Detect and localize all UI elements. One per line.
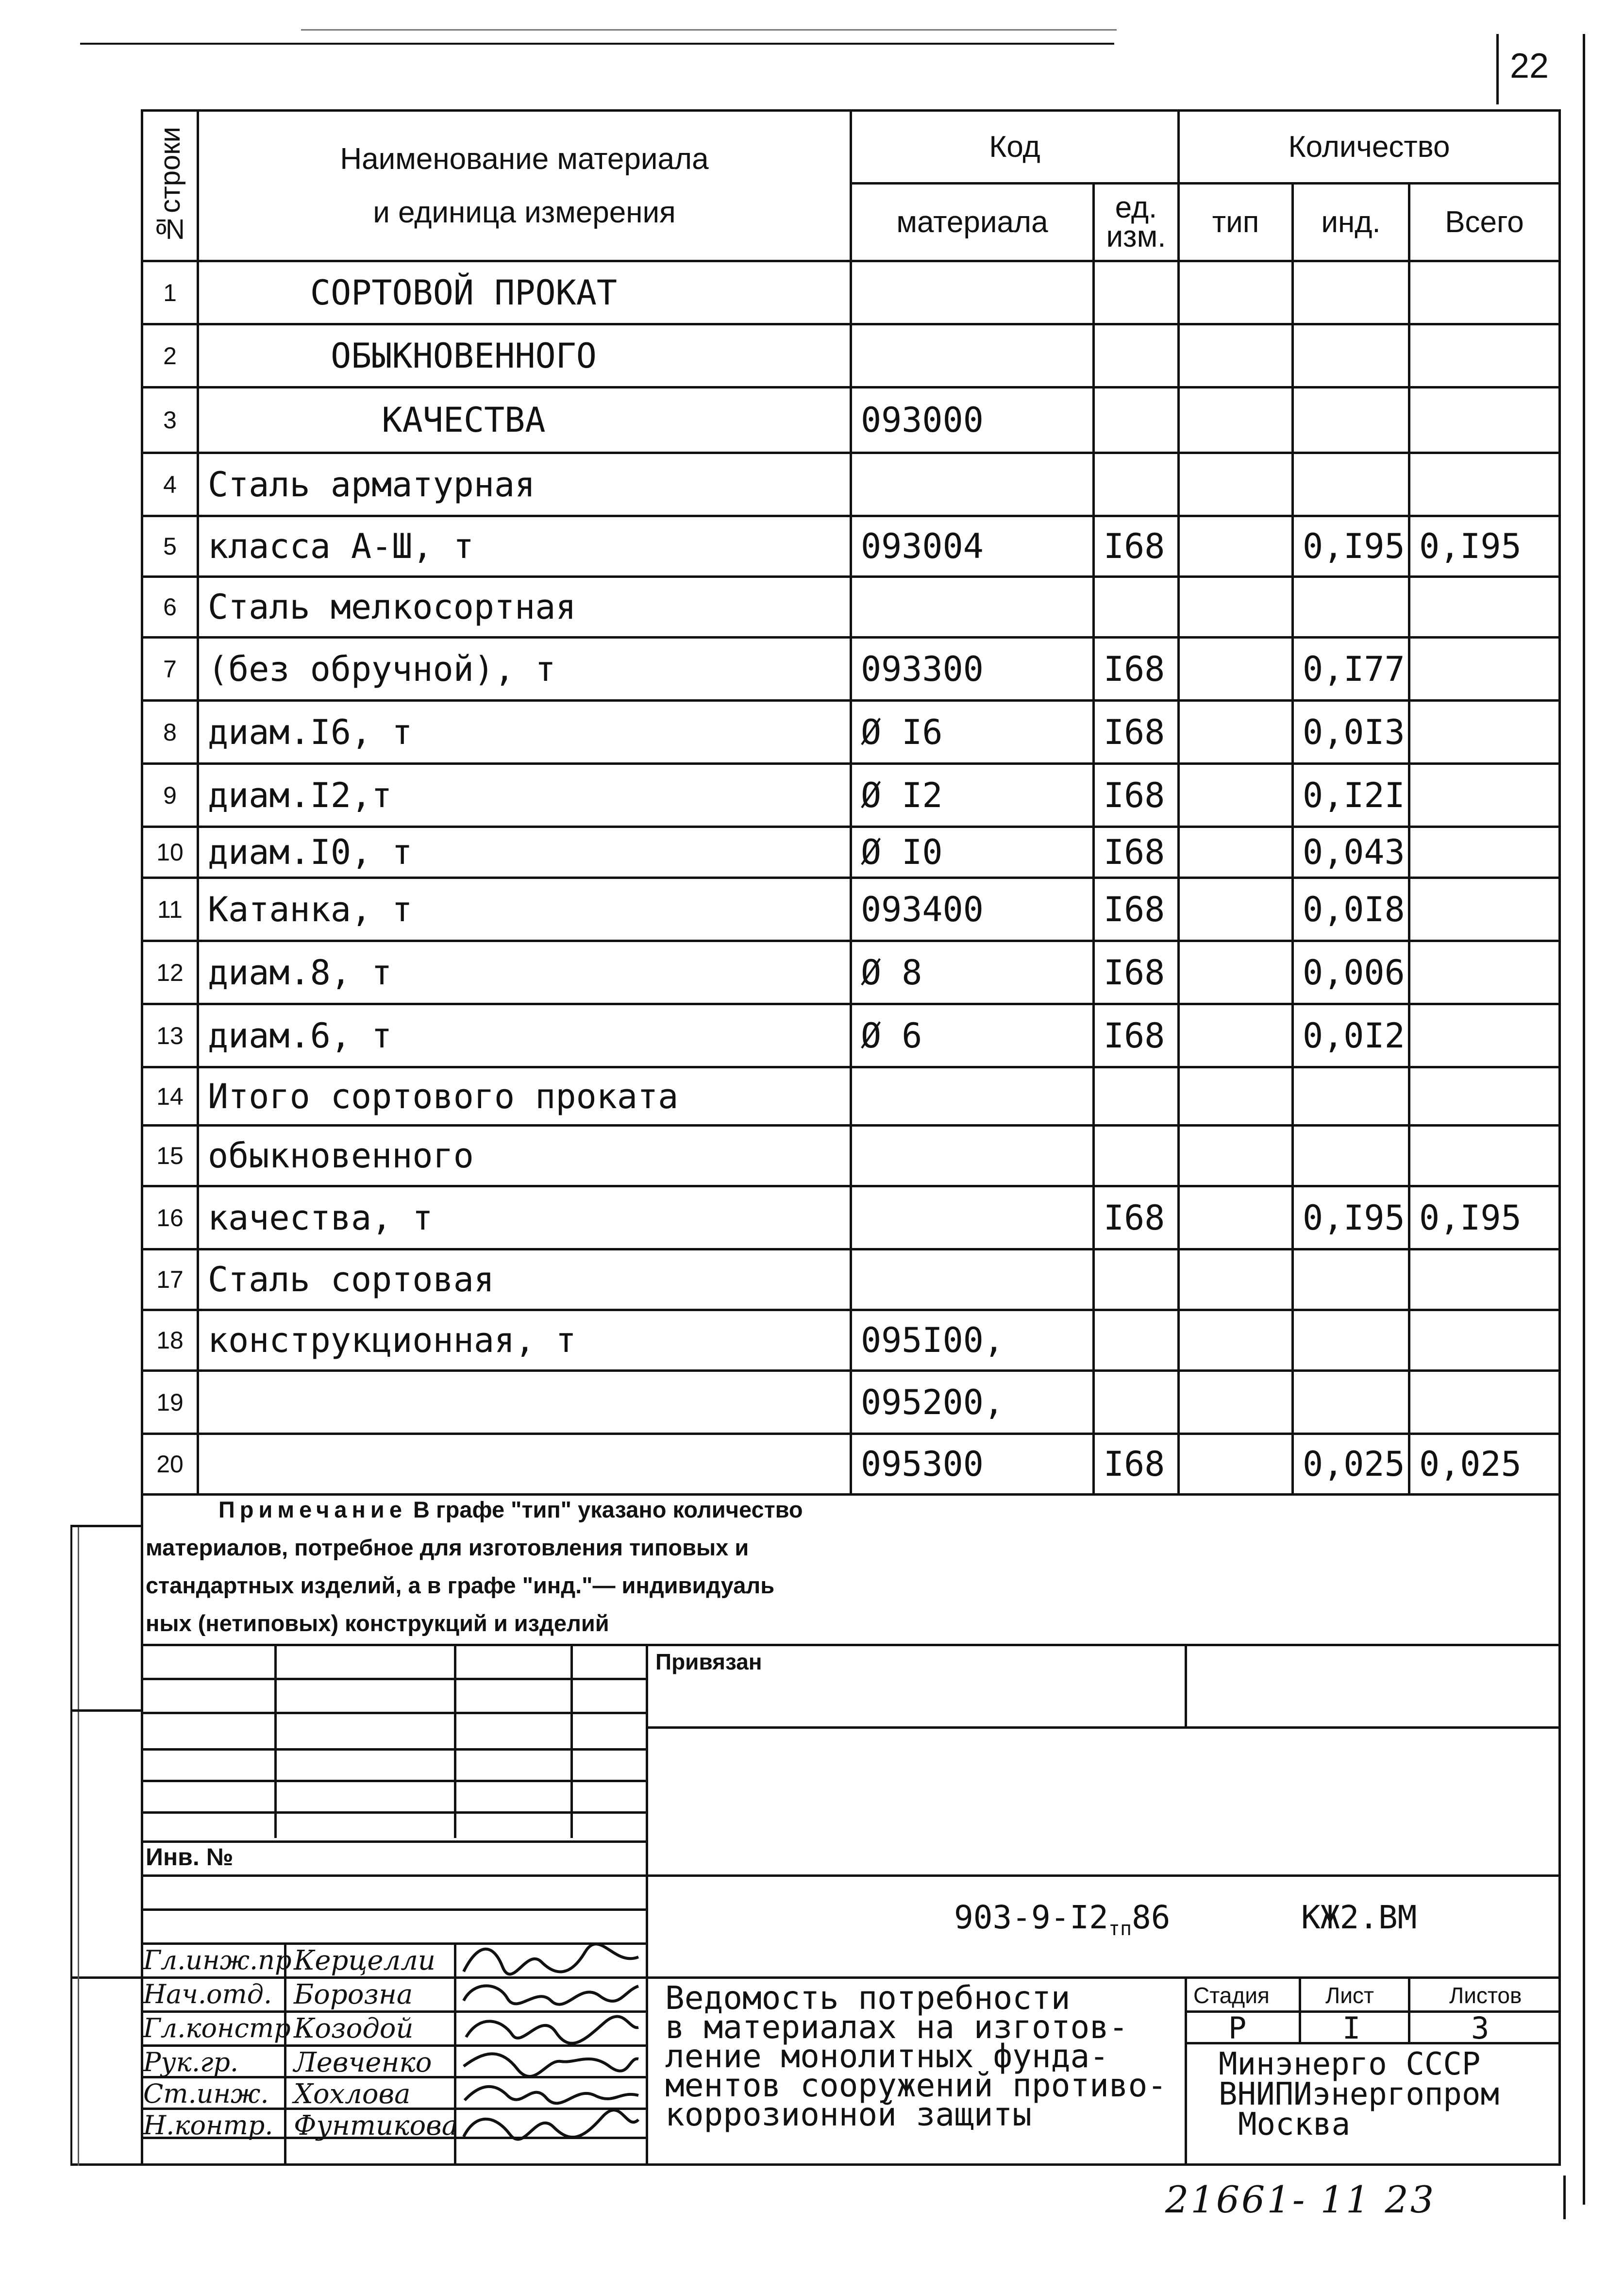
row-code: Ø I2 (851, 764, 1094, 827)
row-unit: I68 (1094, 1004, 1179, 1067)
sheets-value: 3 (1471, 2010, 1490, 2046)
row-type (1179, 701, 1293, 764)
row-type (1179, 1186, 1293, 1249)
row-type (1179, 941, 1293, 1004)
header-qty-total: Всего (1409, 184, 1560, 261)
signer-name: Борозна (294, 1979, 413, 2010)
doc-code-sub: тп (1108, 1918, 1132, 1940)
row-code (851, 1126, 1094, 1186)
row-code: Ø I0 (851, 827, 1094, 878)
row-type (1179, 1249, 1293, 1310)
row-name: Итого сортового проката (198, 1067, 851, 1126)
note-lead: Примечание (218, 1497, 407, 1522)
signer-role: Гл.инж.пр (143, 1945, 292, 1975)
row-total (1409, 261, 1560, 324)
org-line-3: Москва (1238, 2107, 1351, 2142)
row-total (1409, 701, 1560, 764)
row-number: 5 (142, 516, 198, 577)
privyazan-label: Привязан (655, 1649, 762, 1674)
organization (1219, 2046, 1499, 2142)
row-code: 095200, (851, 1371, 1094, 1434)
doc-code (954, 1899, 1171, 1940)
row-type (1179, 1310, 1293, 1371)
grid-r5 (1185, 1976, 1187, 2166)
signer-role: Гл.констр (143, 2013, 291, 2043)
row-total: 0,I95 (1409, 516, 1560, 577)
doc-code-year: 86 (1132, 1899, 1171, 1936)
row-total (1409, 388, 1560, 453)
row-unit (1094, 1126, 1179, 1186)
row-type (1179, 577, 1293, 638)
row-ind (1293, 388, 1409, 453)
top-rule (80, 43, 1114, 45)
row-name: (без обручной), т (198, 638, 851, 701)
row-code (851, 1186, 1094, 1249)
row-unit: I68 (1094, 878, 1179, 941)
row-ind (1293, 1067, 1409, 1126)
signer-role: Ст.инж. (143, 2078, 269, 2109)
row-unit (1094, 453, 1179, 516)
left-margin-tick-2 (70, 1709, 143, 1712)
grid-h4 (141, 1780, 648, 1782)
row-ind: 0,0I3 (1293, 701, 1409, 764)
footer-handwritten-number: 21661- 11 23 (1165, 2178, 1436, 2221)
row-total (1409, 1249, 1560, 1310)
row-name: Сталь сортовая (198, 1249, 851, 1310)
row-total (1409, 1126, 1560, 1186)
table-row (142, 388, 1560, 453)
row-total (1409, 1004, 1560, 1067)
row-name: Сталь мелкосортная (198, 577, 851, 638)
note-text-1: В графе "тип" указано количество (413, 1497, 803, 1522)
row-code: 093000 (851, 388, 1094, 453)
row-type (1179, 638, 1293, 701)
grid-r3 (646, 1874, 1561, 1877)
row-number: 20 (142, 1434, 198, 1495)
row-number: 6 (142, 577, 198, 638)
row-type (1179, 878, 1293, 941)
table-row (142, 516, 1560, 577)
sheet-title (665, 1979, 1167, 2133)
table-row (142, 453, 1560, 516)
grid-h3 (141, 1748, 648, 1751)
table-row (142, 1249, 1560, 1310)
row-total (1409, 941, 1560, 1004)
grid-h2 (141, 1712, 648, 1714)
row-number: 4 (142, 453, 198, 516)
row-ind: 0,I77 (1293, 638, 1409, 701)
row-total (1409, 878, 1560, 941)
row-number: 3 (142, 388, 198, 453)
table-row (142, 1371, 1560, 1434)
doc-code-main: 903-9-I2 (954, 1899, 1108, 1936)
table-row (142, 261, 1560, 324)
row-unit (1094, 1249, 1179, 1310)
row-ind: 0,I95 (1293, 1186, 1409, 1249)
table-row (142, 827, 1560, 878)
note-line-1 (146, 1491, 971, 1529)
note-line-4: ных (нетиповых) конструкций и изделий (146, 1610, 609, 1636)
row-type (1179, 388, 1293, 453)
row-name: диам.I2,т (198, 764, 851, 827)
row-type (1179, 1126, 1293, 1186)
row-unit (1094, 261, 1179, 324)
row-ind (1293, 1249, 1409, 1310)
table-row (142, 1186, 1560, 1249)
grid-v2 (454, 1644, 456, 1838)
signer-role: Н.контр. (143, 2110, 273, 2141)
row-total (1409, 1310, 1560, 1371)
grid-r2 (1185, 1644, 1187, 1729)
row-unit (1094, 1067, 1179, 1126)
signer-role: Нач.отд. (143, 1979, 272, 2009)
top-rule-faint (301, 29, 1117, 31)
row-type (1179, 827, 1293, 878)
row-type (1179, 1004, 1293, 1067)
row-type (1179, 261, 1293, 324)
row-ind (1293, 261, 1409, 324)
materials-table (141, 109, 1561, 1496)
row-name: обыкновенного (198, 1126, 851, 1186)
row-type (1179, 324, 1293, 388)
row-unit (1094, 1310, 1179, 1371)
row-unit (1094, 388, 1179, 453)
header-name-label: Наименование материала и единица измерения (340, 142, 709, 229)
grid-v3 (570, 1644, 573, 1838)
row-unit: I68 (1094, 1434, 1179, 1495)
row-code (851, 324, 1094, 388)
header-row-number (142, 111, 198, 261)
row-total (1409, 1067, 1560, 1126)
doc-mark: КЖ2.ВМ (1301, 1899, 1417, 1936)
grid-r1 (646, 1726, 1561, 1729)
row-total (1409, 324, 1560, 388)
stamp-top-border (141, 1644, 1561, 1646)
sheet-title-line-3: ление монолитных фунда- (665, 2038, 1109, 2075)
row-number: 13 (142, 1004, 198, 1067)
left-margin-line (70, 1525, 72, 2166)
row-ind (1293, 1371, 1409, 1434)
row-code: 093300 (851, 638, 1094, 701)
row-code (851, 453, 1094, 516)
sheet-title-line-4: ментов сооружений противо- (665, 2067, 1167, 2104)
row-unit: I68 (1094, 941, 1179, 1004)
header-qty-ind: инд. (1293, 184, 1409, 261)
footer-tick (1563, 2176, 1566, 2219)
sheet-value: I (1342, 2010, 1361, 2046)
table-row (142, 638, 1560, 701)
org-line-1: Минэнерго СССР (1219, 2046, 1481, 2082)
row-name: диам.I0, т (198, 827, 851, 878)
row-name: СОРТОВОЙ ПРОКАТ (198, 261, 851, 324)
table-row (142, 941, 1560, 1004)
row-code: 095300 (851, 1434, 1094, 1495)
page-number: 22 (1510, 47, 1549, 85)
row-total (1409, 453, 1560, 516)
sheets-label: Листов (1449, 1983, 1522, 2008)
row-name: Сталь арматурная (198, 453, 851, 516)
row-code (851, 1067, 1094, 1126)
row-type (1179, 1371, 1293, 1434)
grid-r4 (646, 1976, 1561, 1979)
sheet-label: Лист (1325, 1983, 1374, 2008)
table-row (142, 878, 1560, 941)
stage-label: Стадия (1193, 1983, 1270, 2008)
note-line-3: стандартных изделий, а в графе "инд."— индивидуаль (146, 1572, 775, 1598)
row-ind (1293, 1310, 1409, 1371)
signer-name: Хохлова (294, 2078, 411, 2110)
row-unit: I68 (1094, 516, 1179, 577)
table-row (142, 1310, 1560, 1371)
table-row (142, 1004, 1560, 1067)
right-border (1583, 34, 1585, 2205)
row-number: 1 (142, 261, 198, 324)
row-total: 0,I95 (1409, 1186, 1560, 1249)
grid-h5 (141, 1811, 648, 1814)
row-type (1179, 764, 1293, 827)
row-type (1179, 1067, 1293, 1126)
grid-h1 (141, 1678, 648, 1680)
row-number: 18 (142, 1310, 198, 1371)
row-name: Катанка, т (198, 878, 851, 941)
row-type (1179, 453, 1293, 516)
table-row (142, 324, 1560, 388)
header-qty-type: тип (1179, 184, 1293, 261)
row-number: 2 (142, 324, 198, 388)
stage-value: Р (1228, 2010, 1247, 2046)
row-number: 16 (142, 1186, 198, 1249)
row-name: диам.6, т (198, 1004, 851, 1067)
header-name (198, 111, 851, 261)
table-row (142, 1067, 1560, 1126)
table-row (142, 701, 1560, 764)
row-unit: I68 (1094, 1186, 1179, 1249)
org-line-2: ВНИПИэнергопром (1219, 2076, 1499, 2112)
row-name: качества, т (198, 1186, 851, 1249)
row-ind: 0,025 (1293, 1434, 1409, 1495)
row-total (1409, 827, 1560, 878)
sheet-title-line-2: в материалах на изготов- (665, 2008, 1128, 2046)
row-code: 095I00, (851, 1310, 1094, 1371)
row-code: Ø 6 (851, 1004, 1094, 1067)
signer-name: Козодой (294, 2013, 414, 2044)
row-code (851, 577, 1094, 638)
row-name: КАЧЕСТВА (198, 388, 851, 453)
row-name: конструкционная, т (198, 1310, 851, 1371)
row-unit (1094, 577, 1179, 638)
row-ind: 0,006 (1293, 941, 1409, 1004)
row-code (851, 261, 1094, 324)
row-ind (1293, 577, 1409, 638)
row-unit (1094, 324, 1179, 388)
signer-name: Левченко (294, 2047, 432, 2078)
header-code: Код (851, 111, 1179, 184)
row-ind: 0,I2I (1293, 764, 1409, 827)
row-ind: 0,043 (1293, 827, 1409, 878)
row-total (1409, 577, 1560, 638)
row-total (1409, 764, 1560, 827)
header-code-material: материала (851, 184, 1094, 261)
row-name: класса А-Ш, т (198, 516, 851, 577)
row-name: диам.8, т (198, 941, 851, 1004)
header-code-unit (1094, 184, 1179, 261)
row-name: диам.I6, т (198, 701, 851, 764)
stamp-right-border (1558, 1476, 1561, 2166)
signer-role: Рук.гр. (143, 2047, 239, 2077)
signer-name: Фунтикова (294, 2110, 458, 2142)
left-margin-line-2 (78, 1525, 79, 2166)
row-number: 19 (142, 1371, 198, 1434)
row-total (1409, 1371, 1560, 1434)
row-total: 0,025 (1409, 1434, 1560, 1495)
header-code-unit-label: ед. изм. (1106, 190, 1166, 253)
header-row-number-label: №строки (154, 127, 186, 245)
row-ind (1293, 1126, 1409, 1186)
row-number: 7 (142, 638, 198, 701)
row-ind (1293, 453, 1409, 516)
row-number: 9 (142, 764, 198, 827)
row-type (1179, 1434, 1293, 1495)
row-unit: I68 (1094, 638, 1179, 701)
note-line-2: материалов, потребное для изготовления типовых и (146, 1535, 749, 1560)
sheet-title-line-5: коррозионной защиты (665, 2096, 1032, 2133)
sheet-title-line-1: Ведомость потребности (665, 1979, 1071, 2017)
row-number: 11 (142, 878, 198, 941)
row-total (1409, 638, 1560, 701)
row-number: 15 (142, 1126, 198, 1186)
inv-no-label: Инв. № (146, 1843, 234, 1871)
row-type (1179, 516, 1293, 577)
stamp-bottom-border (70, 2163, 1561, 2166)
table-row (142, 577, 1560, 638)
row-number: 8 (142, 701, 198, 764)
row-number: 12 (142, 941, 198, 1004)
row-unit: I68 (1094, 701, 1179, 764)
grid-h8 (141, 1908, 648, 1911)
grid-r8 (1299, 1976, 1301, 2044)
note-block (146, 1491, 971, 1642)
row-ind (1293, 324, 1409, 388)
row-name: ОБЫКНОВЕННОГО (198, 324, 851, 388)
signer-name: Керцелли (294, 1945, 435, 1976)
grid-v1 (274, 1644, 277, 1838)
row-number: 17 (142, 1249, 198, 1310)
left-margin-tick-1 (70, 1525, 143, 1527)
row-ind: 0,0I2 (1293, 1004, 1409, 1067)
row-name (198, 1371, 851, 1434)
row-code: 093400 (851, 878, 1094, 941)
row-code: Ø 8 (851, 941, 1094, 1004)
table-row (142, 764, 1560, 827)
row-code: Ø I6 (851, 701, 1094, 764)
row-ind: 0,0I8 (1293, 878, 1409, 941)
row-unit (1094, 1371, 1179, 1434)
header-quantity: Количество (1179, 111, 1560, 184)
row-unit: I68 (1094, 827, 1179, 878)
signature-icon (459, 2103, 643, 2146)
grid-r9 (1408, 1976, 1410, 2044)
row-number: 14 (142, 1067, 198, 1126)
page-number-border (1496, 34, 1499, 104)
row-ind: 0,I95 (1293, 516, 1409, 577)
row-code: 093004 (851, 516, 1094, 577)
row-name (198, 1434, 851, 1495)
row-unit: I68 (1094, 764, 1179, 827)
row-number: 10 (142, 827, 198, 878)
grid-v5 (284, 1942, 286, 2166)
table-row (142, 1126, 1560, 1186)
grid-v4 (646, 1644, 648, 2166)
grid-h7 (141, 1874, 648, 1877)
table-row (142, 1434, 1560, 1495)
row-code (851, 1249, 1094, 1310)
